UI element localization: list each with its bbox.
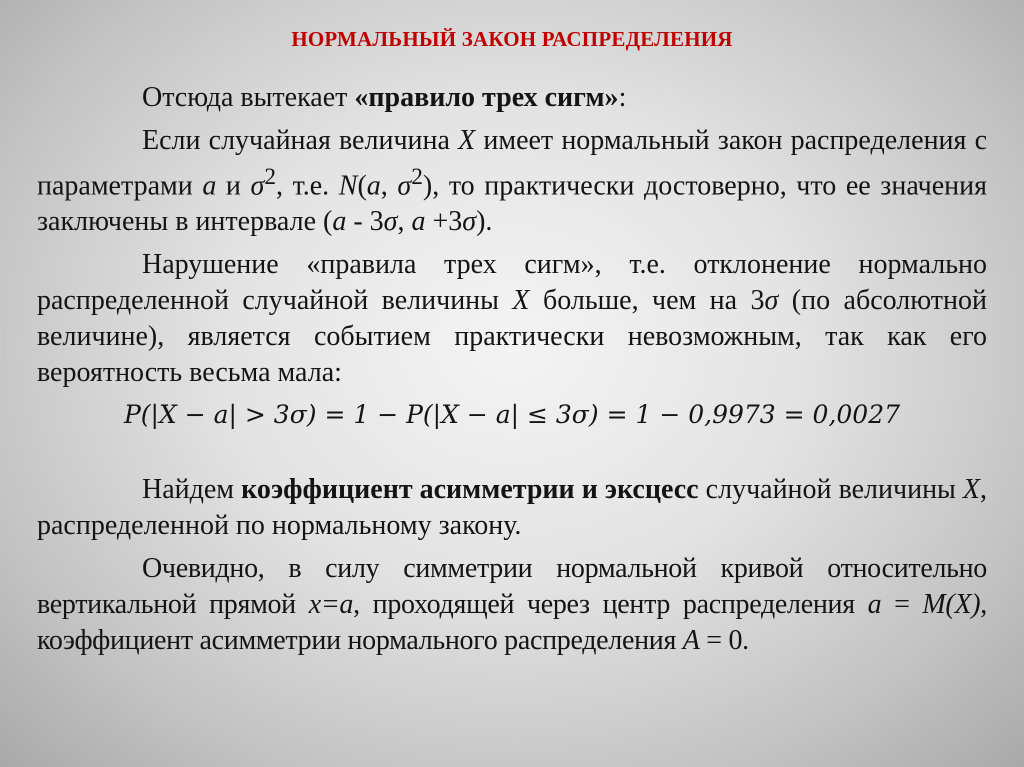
- slide-content: [37, 80, 987, 666]
- paragraph-rule-violation: Нарушение «правила трех сигм», т.е. отклонение нормально распределенной случайной величины X больше, чем на 3σ (по абсолютной величине), является событием практически невозможным, так как его вероятность весьма мала:: [37, 249, 988, 389]
- paragraph-symmetry-conclusion: Очевидно, в силу симметрии нормальной кривой относительно вертикальной прямой x=a, проходящей через центр распределения a = M(X), коэффициент асимметрии нормального распределения A = 0.: [37, 553, 987, 657]
- paragraph-three-sigma-rule: Отсюда вытекает «правило трех сигм»:: [142, 82, 627, 113]
- spacer: [37, 432, 987, 472]
- paragraph-normal-law-condition: Если случайная величина X имеет нормальный закон распределения с параметрами a и $\sigma^2$, т.е. N(a, $\sigma^2$), то практически достоверно, что ее значения заключены в интервале (a - 3σ, a +3σ).: [37, 125, 988, 238]
- probability-formula: P(|X − a| > 3σ) = 1 − P(|X − a| ≤ 3σ) = 1 − 0,9973 = 0,0027: [123, 400, 901, 430]
- slide-title: НОРМАЛЬНЫЙ ЗАКОН РАСПРЕДЕЛЕНИЯ: [291, 27, 733, 51]
- paragraph-asymmetry-excess: Найдем коэффициент асимметрии и эксцесс случайной величины X, распределенной по нормальному закону.: [37, 474, 988, 542]
